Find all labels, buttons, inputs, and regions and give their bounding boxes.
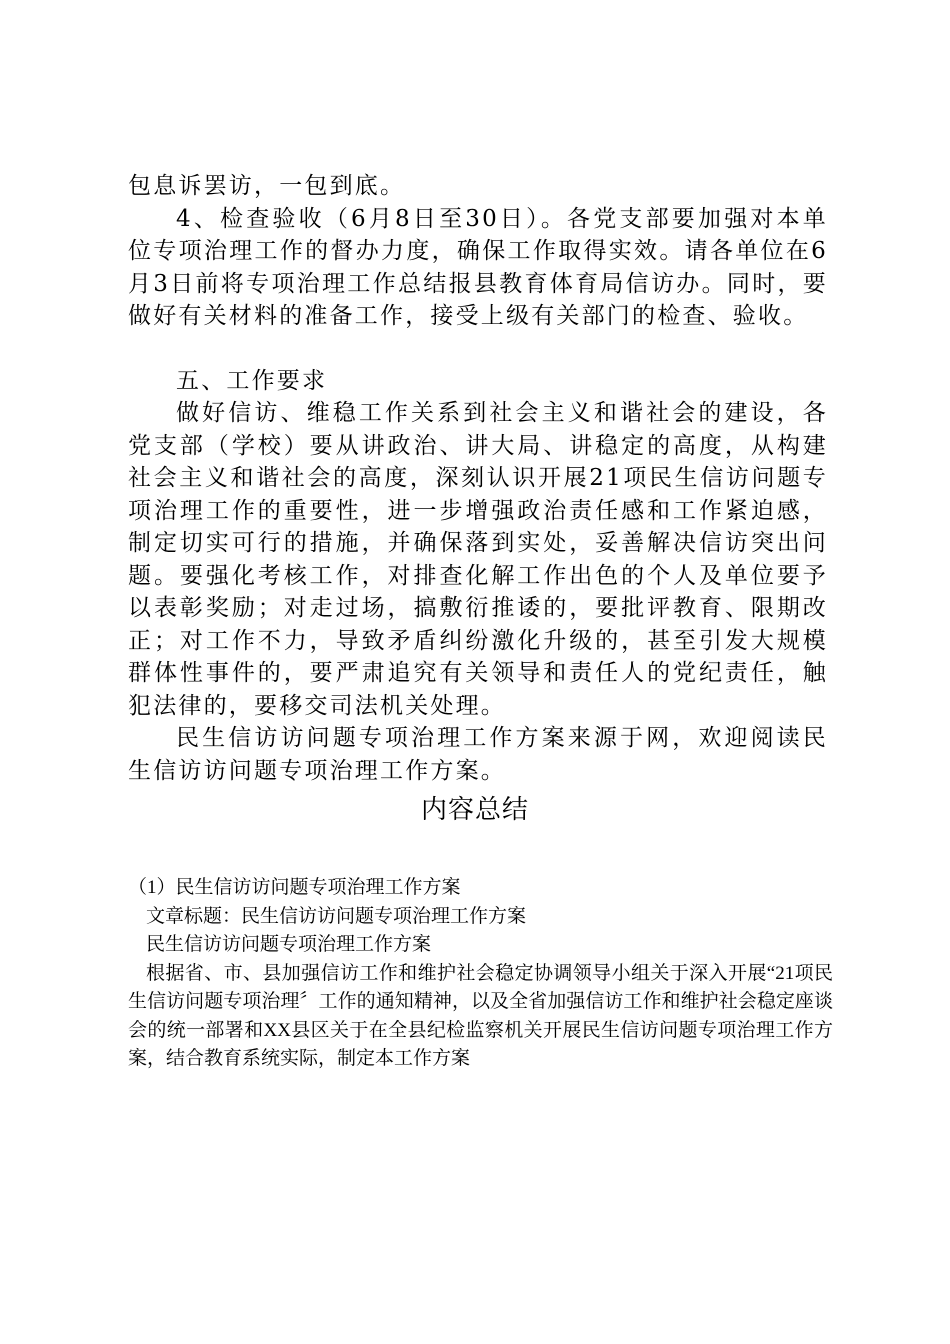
paragraph-continuation: 包息诉罢访，一包到底。 [128,173,406,199]
summary-subtitle: 民生信访访问题专项治理工作方案 [146,934,432,955]
summary-title: 内容总结 [420,795,529,825]
main-body-text [128,170,828,787]
paragraph-inspection: 4、检查验收（6月8日至30日）。各党支部要加强对本单位专项治理工作的督办力度，确保工作取得实效。请各单位在6月3日前将专项治理工作总结报县教育体育局信访办。同时，要做好有关材料的准备工作，接受上级有关部门的检查、验收。 [128,205,828,329]
summary-paragraph: 根据省、市、县加强信访工作和维护社会稳定协调领导小组关于深入开展“21项民生信访问题专项治理〞工作的通知精神，以及全省加强信访工作和维护社会稳定座谈会的统一部署和XX县区关于在全县纪检监察机关开展民生信访问题专项治理工作方案，结合教育系统实际，制定本工作方案 [128,962,833,1069]
summary-item-1: （1）民生信访访问题专项治理工作方案 [128,877,461,898]
paragraph-requirements: 做好信访、维稳工作关系到社会主义和谐社会的建设，各党支部（学校）要从讲政治、讲大局、讲稳定的高度，从构建社会主义和谐社会的高度，深刻认识开展21项民生信访问题专项治理工作的重要性，进一步增强政治责任感和工作紧迫感，制定切实可行的措施，并确保落到实处，妥善解决信访突出问题。要强化考核工作，对排查化解工作出色的个人及单位要予以表彰奖励；对走过场，搞敷衍推诿的，要批评教育、限期改正；对工作不力，导致矛盾纠纷激化升级的，甚至引发大规模群体性事件的，要严肃追究有关领导和责任人的党纪责任，触犯法律的，要移交司法机关处理。 [128,400,828,719]
paragraph-source-note: 民生信访访问题专项治理工作方案来源于网，欢迎阅读民生信访访问题专项治理工作方案。 [128,725,828,784]
section-heading-requirements: 五、工作要求 [176,367,328,394]
summary-section [128,874,833,1074]
summary-article-title: 文章标题：民生信访访问题专项治理工作方案 [146,905,527,927]
